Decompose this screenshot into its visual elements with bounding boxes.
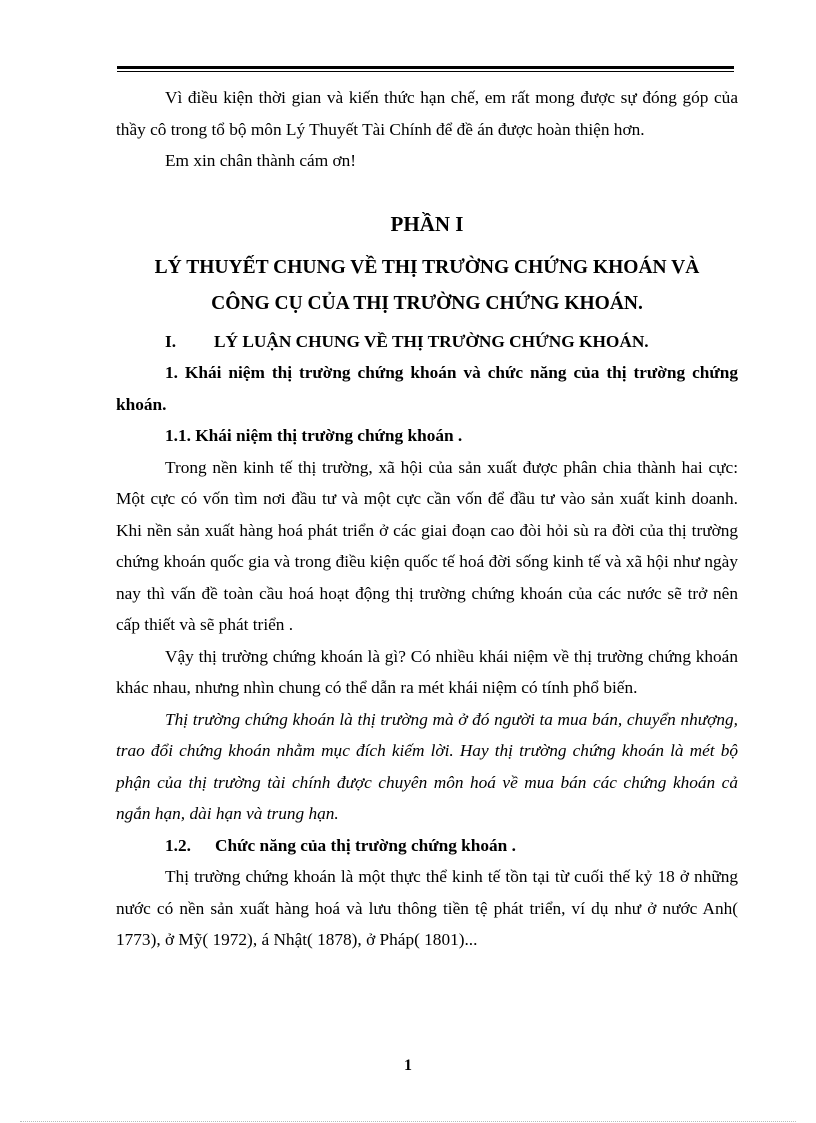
part-title-line1: LÝ THUYẾT CHUNG VỀ THỊ TRƯỜNG CHỨNG KHOÁN VÀ: [154, 256, 700, 278]
part-title-line2: CÔNG CỤ CỦA THỊ TRƯỜNG CHỨNG KHOÁN.: [211, 292, 643, 314]
header-rule-thick: [117, 66, 734, 69]
page-number: 1: [404, 1057, 412, 1074]
paragraph-definition: Thị trường chứng khoán là thị trường mà ở đó người ta mua bán, chuyển nhượng, trao đổi chứng khoán nhằm mục đích kiếm lời. Hay thị trường chứng khoán là mét bộ phận của thị trường tài chính được chuyên môn hoá về mua bán các chứng khoán cả ngắn hạn, dài hạn và trung hạn.: [116, 709, 738, 823]
part-title: [116, 250, 738, 322]
subsection-1-2-number: 1.2.: [165, 835, 191, 855]
paragraph-thanks: Em xin chân thành cám ơn!: [165, 151, 357, 170]
section-title: LÝ LUẬN CHUNG VỀ THỊ TRƯỜNG CHỨNG KHOÁN.: [214, 331, 649, 351]
subsection-1-2-title: Chức năng của thị trường chứng khoán .: [215, 835, 516, 855]
paragraph-acknowledgement: Vì điều kiện thời gian và kiến thức hạn chế, em rất mong được sự đóng góp của thầy cô trong tổ bộ môn Lý Thuyết Tài Chính để đề án được hoàn thiện hơn.: [116, 88, 738, 139]
subsection-heading-1: 1. Khái niệm thị trường chứng khoán và chức năng của thị trường chứng khoán.: [116, 363, 738, 414]
document-body: [116, 82, 738, 956]
section-number: I.: [165, 331, 177, 351]
paragraph-market-economy: Trong nền kinh tế thị trường, xã hội của sản xuất được phân chia thành hai cực: Một cực có vốn tìm nơi đầu tư và một cực cần vốn để đầu tư vào sản xuất kinh doanh. Khi nền sản xuất hàng hoá phát triển ở các giai đoạn cao đòi hỏi sù ra đời của thị trường chứng khoán quốc gia và trong điều kiện quốc tế hoá đời sống kinh tế và xã hội như ngày nay thì vấn đề toàn cầu hoá hoạt động thị trường chứng khoán của các nước sẽ trở nên cấp thiết và sẽ phát triển .: [116, 457, 738, 634]
section-heading: [165, 326, 738, 358]
paragraph-history: Thị trường chứng khoán là một thực thể kinh tế tồn tại từ cuối thế kỷ 18 ở những nước có nền sản xuất hàng hoá và lưu thông tiền tệ phát triển, ví dụ như ở nước Anh( 1773), ở Mỹ( 1972), á Nhật( 1878), ở Pháp( 1801)...: [116, 867, 738, 949]
header-rule-thin: [117, 71, 734, 72]
subsection-heading-1-2: [165, 830, 738, 862]
part-heading: PHẦN I: [390, 211, 464, 236]
subsection-heading-1-1: 1.1. Khái niệm thị trường chứng khoán .: [165, 426, 463, 445]
page-bottom-border: [20, 1121, 796, 1122]
paragraph-definition-question: Vậy thị trường chứng khoán là gì? Có nhiều khái niệm về thị trường chứng khoán khác nhau, nhưng nhìn chung có thể dẫn ra mét khái niệm có tính phổ biến.: [116, 646, 738, 697]
